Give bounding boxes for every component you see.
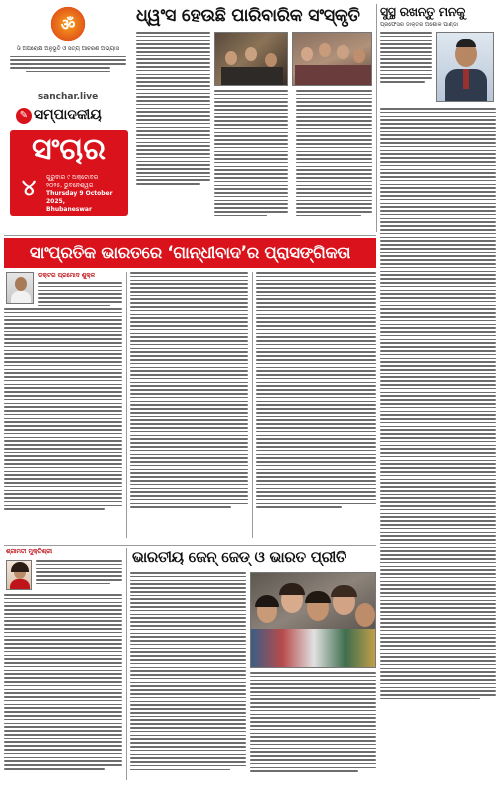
side-column-intro <box>380 32 432 83</box>
gandhivad-headline: ସାଂପ୍ରତିକ ଭାରତରେ ‘ଗାନ୍ଧୀବାଦ’ର ପ୍ରାସଙ୍ଗିକତା <box>29 243 351 262</box>
issue-year-odia: ୨୦୨୫, ଭୁବନେଶ୍ୱର <box>46 182 94 190</box>
gandhivad-col-rule-1 <box>126 272 127 538</box>
gandhivad-col-3-body <box>256 272 376 508</box>
side-column-body <box>380 108 496 699</box>
genz-col-3-body <box>250 672 376 772</box>
side-column <box>380 4 496 780</box>
side-column-byline: ପ୍ରଫେସର ଡାକ୍ତର ଅଶୋକ ପାଣ୍ଡା <box>380 22 459 28</box>
genz-col-rule-1 <box>126 548 127 780</box>
editorial-col-b <box>214 90 288 216</box>
brand-name-block <box>10 130 128 216</box>
divider-top <box>4 235 376 236</box>
gandhivad-col-1-intro <box>38 282 122 306</box>
author-photo-side <box>436 32 494 102</box>
pen-icon: ✎ <box>16 108 32 124</box>
gandhivad-author: ଡକ୍ଟର ପ୍ରମୋଦ ଶୁକ୍ଳ <box>38 272 96 279</box>
brand-name: ସଂଚାର <box>32 132 106 167</box>
divider-middle <box>4 545 376 546</box>
quote-body <box>10 56 126 73</box>
issue-date-en: Thursday 9 October 2025, <box>46 190 113 206</box>
issue-city-en: Bhubaneswar <box>46 206 92 214</box>
gandhivad-headline-banner <box>4 238 376 268</box>
genz-group-photo <box>250 572 376 668</box>
gandhivad-col-2-body <box>130 272 248 508</box>
om-logo-icon: ॐ <box>46 6 90 42</box>
genz-headline: ଭାରତୀୟ ଜେନ୍ ଜେଡ୍ ଓ ଭାରତ ପ୍ରୀତି <box>132 548 347 566</box>
family-photo-1 <box>214 32 288 86</box>
genz-author: ଶ୍ରୀମତୀ ମୁକ୍ତିଶ୍ରୀ <box>6 548 53 555</box>
issue-number: ୪ <box>21 176 37 201</box>
genz-col-1-intro <box>36 560 122 584</box>
author-photo-genz <box>6 560 32 590</box>
quote-text: ଓଁ ଅପରୋକ୍ଷ ଅନୁଭୂତି ଓ ସତ୍ୟ ଆଚରଣ ଅଭ୍ୟାସ <box>16 46 120 52</box>
editorial-col-a-top <box>136 32 210 185</box>
author-photo-gandhivad <box>6 272 34 304</box>
genz-article <box>4 548 376 782</box>
editorial-col-c <box>296 90 372 216</box>
issue-date-odia: ଗୁରୁବାର ୯ ଅକ୍ଟୋବର <box>46 174 99 181</box>
gandhivad-article <box>4 238 376 542</box>
masthead-column <box>4 4 132 232</box>
divider-top-right <box>376 4 377 232</box>
genz-col-2-body <box>130 572 246 770</box>
brand-label: ସମ୍ପାଦକୀୟ <box>34 107 102 123</box>
gandhivad-col-1-body <box>4 308 122 510</box>
genz-col-1-body <box>4 594 122 770</box>
family-photo-2 <box>292 32 372 86</box>
main-editorial <box>136 4 372 232</box>
side-column-headline: ସୁସ୍ଥ ରଖନ୍ତୁ ମନକୁ <box>380 4 466 19</box>
site-url[interactable]: sanchar.live <box>37 92 99 103</box>
main-editorial-headline: ଧ୍ୱଂସ ହେଉଛି ପାରିବାରିକ ସଂସ୍କୃତି <box>136 6 360 26</box>
gandhivad-col-rule-2 <box>252 272 253 538</box>
